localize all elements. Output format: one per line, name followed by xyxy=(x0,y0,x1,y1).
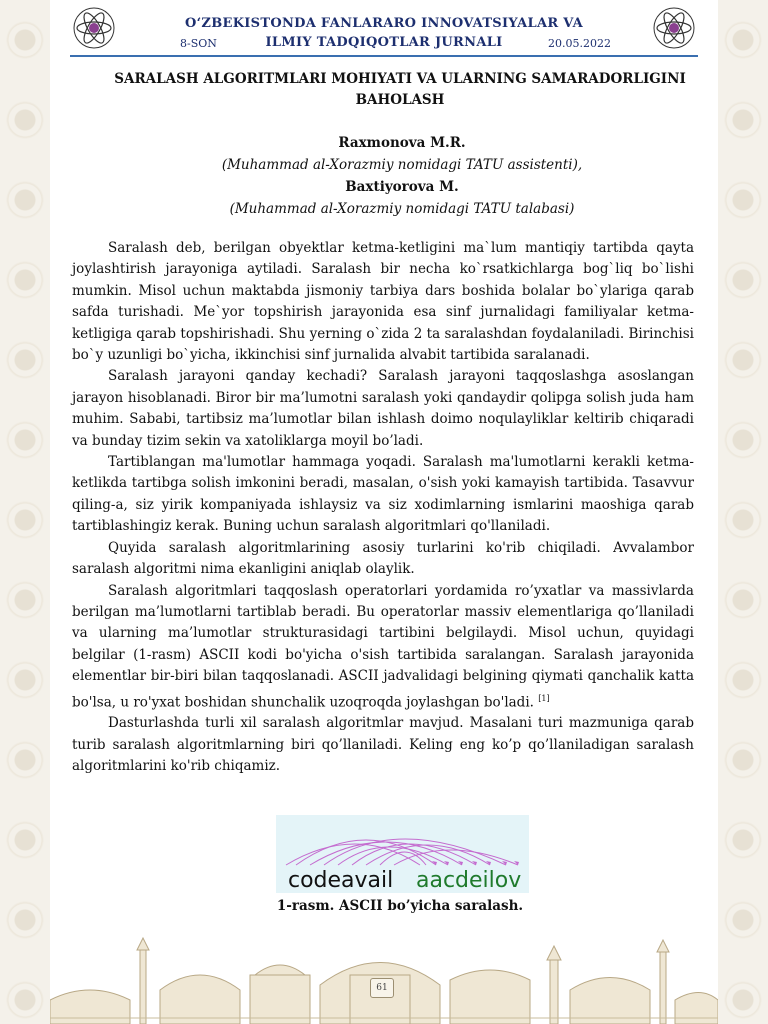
unsorted-word: codeavail xyxy=(288,868,394,893)
atom-logo-icon xyxy=(652,6,696,50)
article-title: SARALASH ALGORITMLARI MOHIYATI VA ULARNING SAMARADORLIGINI BAHOLASH xyxy=(114,71,686,108)
article-body xyxy=(72,238,694,778)
reference-marker: [1] xyxy=(538,693,550,703)
author-affiliation: (Muhammad al-Xorazmiy nomidagi TATU assistenti), xyxy=(221,157,583,173)
paragraph: Saralash deb, berilgan obyektlar ketma-ketligini ma`lum mantiqiy tartibda qayta joylashtirish jarayoniga aytiladi. Saralash bir necha ko`rsatkichlarga bog`liq bo`lishi mumkin. Misol uchun maktabda jismoniy tarbiya dars boshida bolalar bo`ylariga qarab safda turishadi. Me`yor topshirish jarayonida esa sinf jurnalidagi familiyalar ketma-ketligiga qarab topshirishadi. Shu yerning o`zida 2 ta saralashdan foydalaniladi. Birinchisi bo`y uzunligi bo`yicha, ikkinchisi sinf jurnalida alvabit tartibida saralanadi. xyxy=(72,240,694,364)
sorted-word: aacdeilov xyxy=(416,868,522,893)
paragraph: Saralash jarayoni qanday kechadi? Saralash jarayoni taqqoslashga asoslangan jarayon hisoblanadi. Biror bir ma’lumotni saralash yoki qandaydir qolipga solish juda ham muhim. Sababi, tartibsiz ma’lumotlar bilan ishlash doimo noqulayliklar keltirib chiqaradi va bunday tizim sekin va xatoliklarga moyil bo’ladi. xyxy=(72,368,694,449)
author-name: Raxmonova M.R. xyxy=(338,135,466,151)
author-name: Baxtiyorova M. xyxy=(345,179,459,195)
issue-number: 8-SON xyxy=(180,37,217,50)
journal-title-line2: ILMIY TADQIQOTLAR JURNALI xyxy=(265,35,503,50)
journal-page xyxy=(50,0,718,1024)
page-number: 61 xyxy=(370,978,394,998)
issue-date: 20.05.2022 xyxy=(548,37,611,50)
paragraph xyxy=(72,581,694,714)
author-block xyxy=(72,132,732,220)
page-header xyxy=(50,0,718,58)
decorative-border-left xyxy=(0,0,50,1024)
header-divider xyxy=(70,55,698,57)
author-affiliation: (Muhammad al-Xorazmiy nomidagi TATU talabasi) xyxy=(229,201,575,217)
paragraph: Tartiblangan ma'lumotlar hammaga yoqadi. Saralash ma'lumotlarni kerakli ketma-ketlikda tartibga solish imkonini beradi, masalan, o'sish yoki kamayish tartibida. Tasavvur qiling-a, siz yirik kompaniyada ishlaysiz va siz xodimlarning ismlarini maoshiga qarab tartiblashingiz kerak. Buning uchun saralash algoritmlari qo'llaniladi. xyxy=(72,454,694,535)
city-skyline-decoration xyxy=(50,930,718,1024)
journal-title-line1: O‘ZBEKISTONDA FANLARARO INNOVATSIYALAR VA xyxy=(184,16,584,31)
figure-caption: 1-rasm. ASCII bo’yicha saralash. xyxy=(276,898,524,914)
ascii-sort-figure xyxy=(276,815,529,893)
paragraph: Dasturlashda turli xil saralash algoritmlar mavjud. Masalani turi mazmuniga qarab turib saralash algoritmlarning biri qo’llaniladi. Keling eng ko’p qo’llaniladigan saralash algoritmlarini ko'rib chiqamiz. xyxy=(72,715,694,775)
paragraph-text: Saralash algoritmlari taqqoslash operatorlari yordamida ro’yxatlar va massivlarda berilgan ma’lumotlarni tartiblab beradi. Bu operatorlar massiv elementlariga qo’llaniladi va ularning ma’lumotlar strukturasidagi tartibini belgilaydi. Misol uchun, quyidagi belgilar (1-rasm) ASCII kodi bo'yicha o'sish tartibida saralangan. Saralash jarayonida elementlar bir-biri bilan taqqoslanadi. ASCII jadvalidagi belgining qiymati qanchalik katta bo'lsa, u ro'yxat boshidan shunchalik uzoqroqda joylashgan bo'ladi. xyxy=(72,582,694,711)
paragraph: Quyida saralash algoritmlarining asosiy turlarini ko'rib chiqiladi. Avvalambor saralash algoritmi nima ekanligini aniqlab olaylik. xyxy=(72,539,694,578)
